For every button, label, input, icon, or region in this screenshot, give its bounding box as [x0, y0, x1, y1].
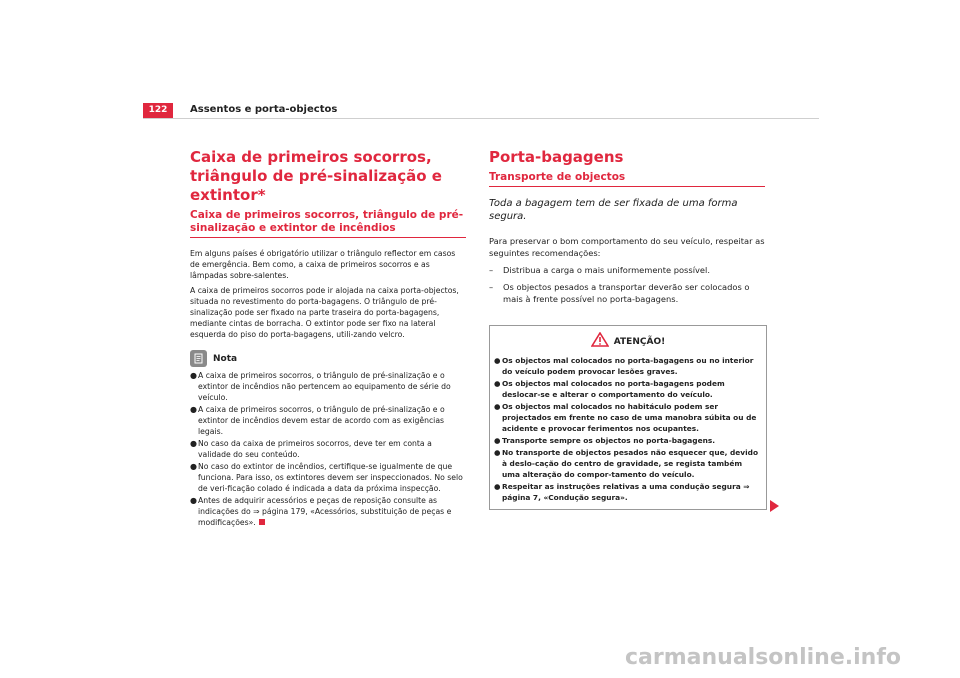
note-item: ● No caso da caixa de primeiros socorros, deve ter em conta a validade do seu conteúdo.: [190, 439, 432, 459]
note-icon: [190, 350, 207, 367]
section-title: Caixa de primeiros socorros, triângulo de pré-sinalização e extintor*: [190, 148, 442, 204]
warning-item: ● Os objectos mal colocados no porta-bagagens podem deslocar-se e alterar o comportamento do veículo.: [494, 379, 725, 399]
paragraph: Em alguns países é obrigatório utilizar o triângulo reflector em casos de emergência. Bem como, a caixa de primeiros socorros e as lâmpadas sobre-salentes.: [190, 249, 456, 280]
page-number-badge: 122: [143, 103, 173, 118]
list-item: – Os objectos pesados a transportar deverão ser colocados o mais à frente possível no porta-bagagens.: [489, 282, 750, 304]
end-mark-icon: [259, 519, 265, 525]
right-column: [489, 148, 765, 510]
warning-box: [489, 325, 767, 510]
note-item: ● A caixa de primeiros socorros, o triângulo de pré-sinalização e o extintor de incêndios devem estar de acordo com as exigências legais.: [190, 405, 445, 436]
warning-item: ● Respeitar as instruções relativas a uma condução segura ⇒ página 7, «Condução segura».: [494, 482, 750, 502]
section-title: Porta-bagagens: [489, 148, 624, 166]
warning-item: ● Os objectos mal colocados no porta-bagagens ou no interior do veículo podem provocar lesões graves.: [494, 356, 754, 376]
note-item: ● A caixa de primeiros socorros, o triângulo de pré-sinalização e o extintor de incêndios não pertencem ao equipamento de série do veículo.: [190, 371, 451, 402]
note-title: Nota: [213, 353, 238, 364]
list-item: – Distribua a carga o mais uniformemente possível.: [489, 265, 710, 275]
watermark: carmanualsonline.info: [625, 645, 901, 670]
running-title: Assentos e porta-objectos: [190, 104, 338, 115]
note-item: ● No caso do extintor de incêndios, certifique-se igualmente de que funciona. Para isso, os extintores devem ser inspeccionados. No selo de veri-ficação colado é indicada a data da próxima inspecção.: [190, 462, 463, 493]
warning-item: ● Transporte sempre os objectos no porta-bagagens.: [494, 436, 716, 445]
note-item: ● Antes de adquirir acessórios e peças de reposição consulte as indicações do ⇒ página 179, «Acessórios, substituição de peças e modificações».: [190, 496, 452, 527]
header-rule: [143, 118, 819, 119]
warning-item: ● Os objectos mal colocados no habitáculo podem ser projectados em frente no caso de uma manobra súbita ou de acidente e provocar ferimentos nos ocupantes.: [494, 402, 757, 433]
note-header: [190, 350, 466, 367]
lead-text: Toda a bagagem tem de ser fixada de uma forma segura.: [489, 198, 738, 222]
warning-header: [494, 332, 762, 351]
warning-item: ● No transporte de objectos pesados não esquecer que, devido à deslo-cação do centro de gravidade, se regista também uma alteração do compor-tamento do veículo.: [494, 448, 759, 479]
intro-paragraph: Para preservar o bom comportamento do seu veículo, respeitar as seguintes recomendações:: [489, 236, 765, 258]
warning-title: ATENÇÃO!: [613, 336, 666, 347]
section-subtitle: Transporte de objectos: [489, 171, 765, 187]
section-subtitle: Caixa de primeiros socorros, triângulo de pré-sinalização e extintor de incêndios: [190, 209, 466, 238]
warning-triangle-icon: [591, 332, 609, 351]
arrow-right-icon[interactable]: [770, 500, 779, 512]
paragraph: A caixa de primeiros socorros pode ir alojada na caixa porta-objectos, situada no revestimento do porta-bagagens. O triângulo de pré-sinalização pode ser fixado na parte traseira do porta-bagagens, mediante cintas de borracha. O extintor pode ser fixo na lateral esquerda do piso do porta-bagagens, utili-zando velcro.: [190, 286, 459, 339]
left-column: [190, 148, 466, 529]
body-text: [190, 248, 466, 340]
